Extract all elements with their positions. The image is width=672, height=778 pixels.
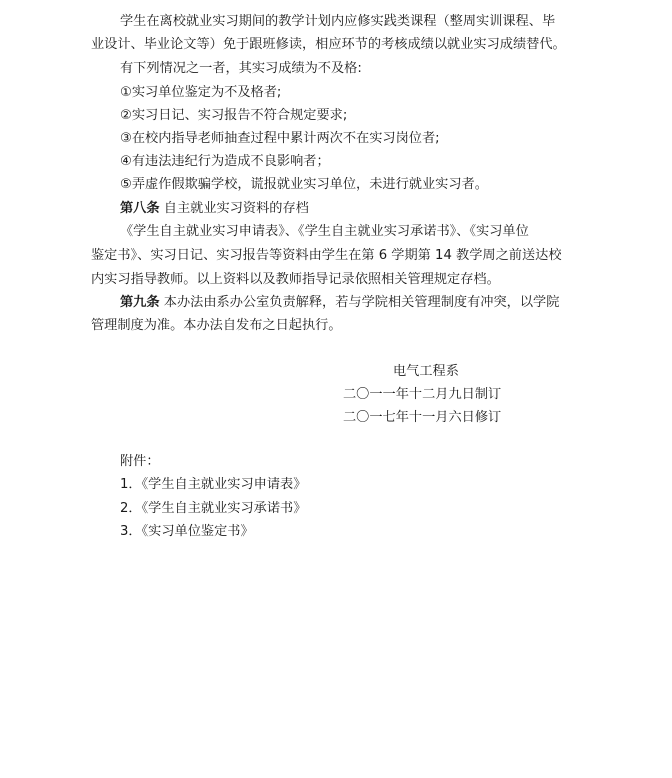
fail-item: ③在校内指导老师抽查过程中累计两次不在实习岗位者; <box>120 131 440 146</box>
article-8-title: 自主就业实习资料的存档 <box>159 201 309 216</box>
paragraph-line: 业设计、毕业论文等）免于跟班修读，相应环节的考核成绩以就业实习成绩替代。 <box>91 37 566 52</box>
paragraph-line: 鉴定书》、实习日记、实习报告等资料由学生在第 6 学期第 14 教学周之前送达校 <box>91 248 562 263</box>
paragraph-line: 《学生自主就业实习申请表》、《学生自主就业实习承诺书》、《实习单位 <box>120 224 529 239</box>
article-9-heading: 第九条 <box>120 295 160 310</box>
issued-date: 二〇一一年十二月九日制订 <box>343 387 502 402</box>
article-8-heading: 第八条 <box>120 201 160 216</box>
article-8-title-line <box>120 197 309 220</box>
fail-intro: 有下列情况之一者，其实习成绩为不及格: <box>120 61 362 76</box>
fail-item: ②实习日记、实习报告不符合规定要求; <box>120 108 348 123</box>
article-9-line <box>120 291 559 314</box>
article-9-text: 本办法由系办公室负责解释，若与学院相关管理制度有冲突，以学院 <box>159 295 560 310</box>
fail-item: ④有违法违纪行为造成不良影响者； <box>120 154 330 169</box>
attachment-item: 2．《学生自主就业实习承诺书》 <box>120 501 307 516</box>
revised-date: 二〇一七年十一月六日修订 <box>343 410 502 425</box>
attachment-item: 1．《学生自主就业实习申请表》 <box>120 477 307 492</box>
fail-item: ①实习单位鉴定为不及格者; <box>120 85 282 100</box>
attachments-label: 附件： <box>120 454 160 469</box>
department-name: 电气工程系 <box>393 364 459 379</box>
fail-item: ⑤弄虚作假欺骗学校，谎报就业实习单位，未进行就业实习者。 <box>120 177 488 192</box>
paragraph-line: 学生在离校就业实习期间的教学计划内应修实践类课程（整周实训课程、毕 <box>120 14 556 29</box>
paragraph-line: 内实习指导教师。以上资料以及教师指导记录依照相关管理规定存档。 <box>91 272 500 287</box>
attachment-item: 3．《实习单位鉴定书》 <box>120 524 254 539</box>
paragraph-line: 管理制度为准。本办法自发布之日起执行。 <box>91 318 342 333</box>
